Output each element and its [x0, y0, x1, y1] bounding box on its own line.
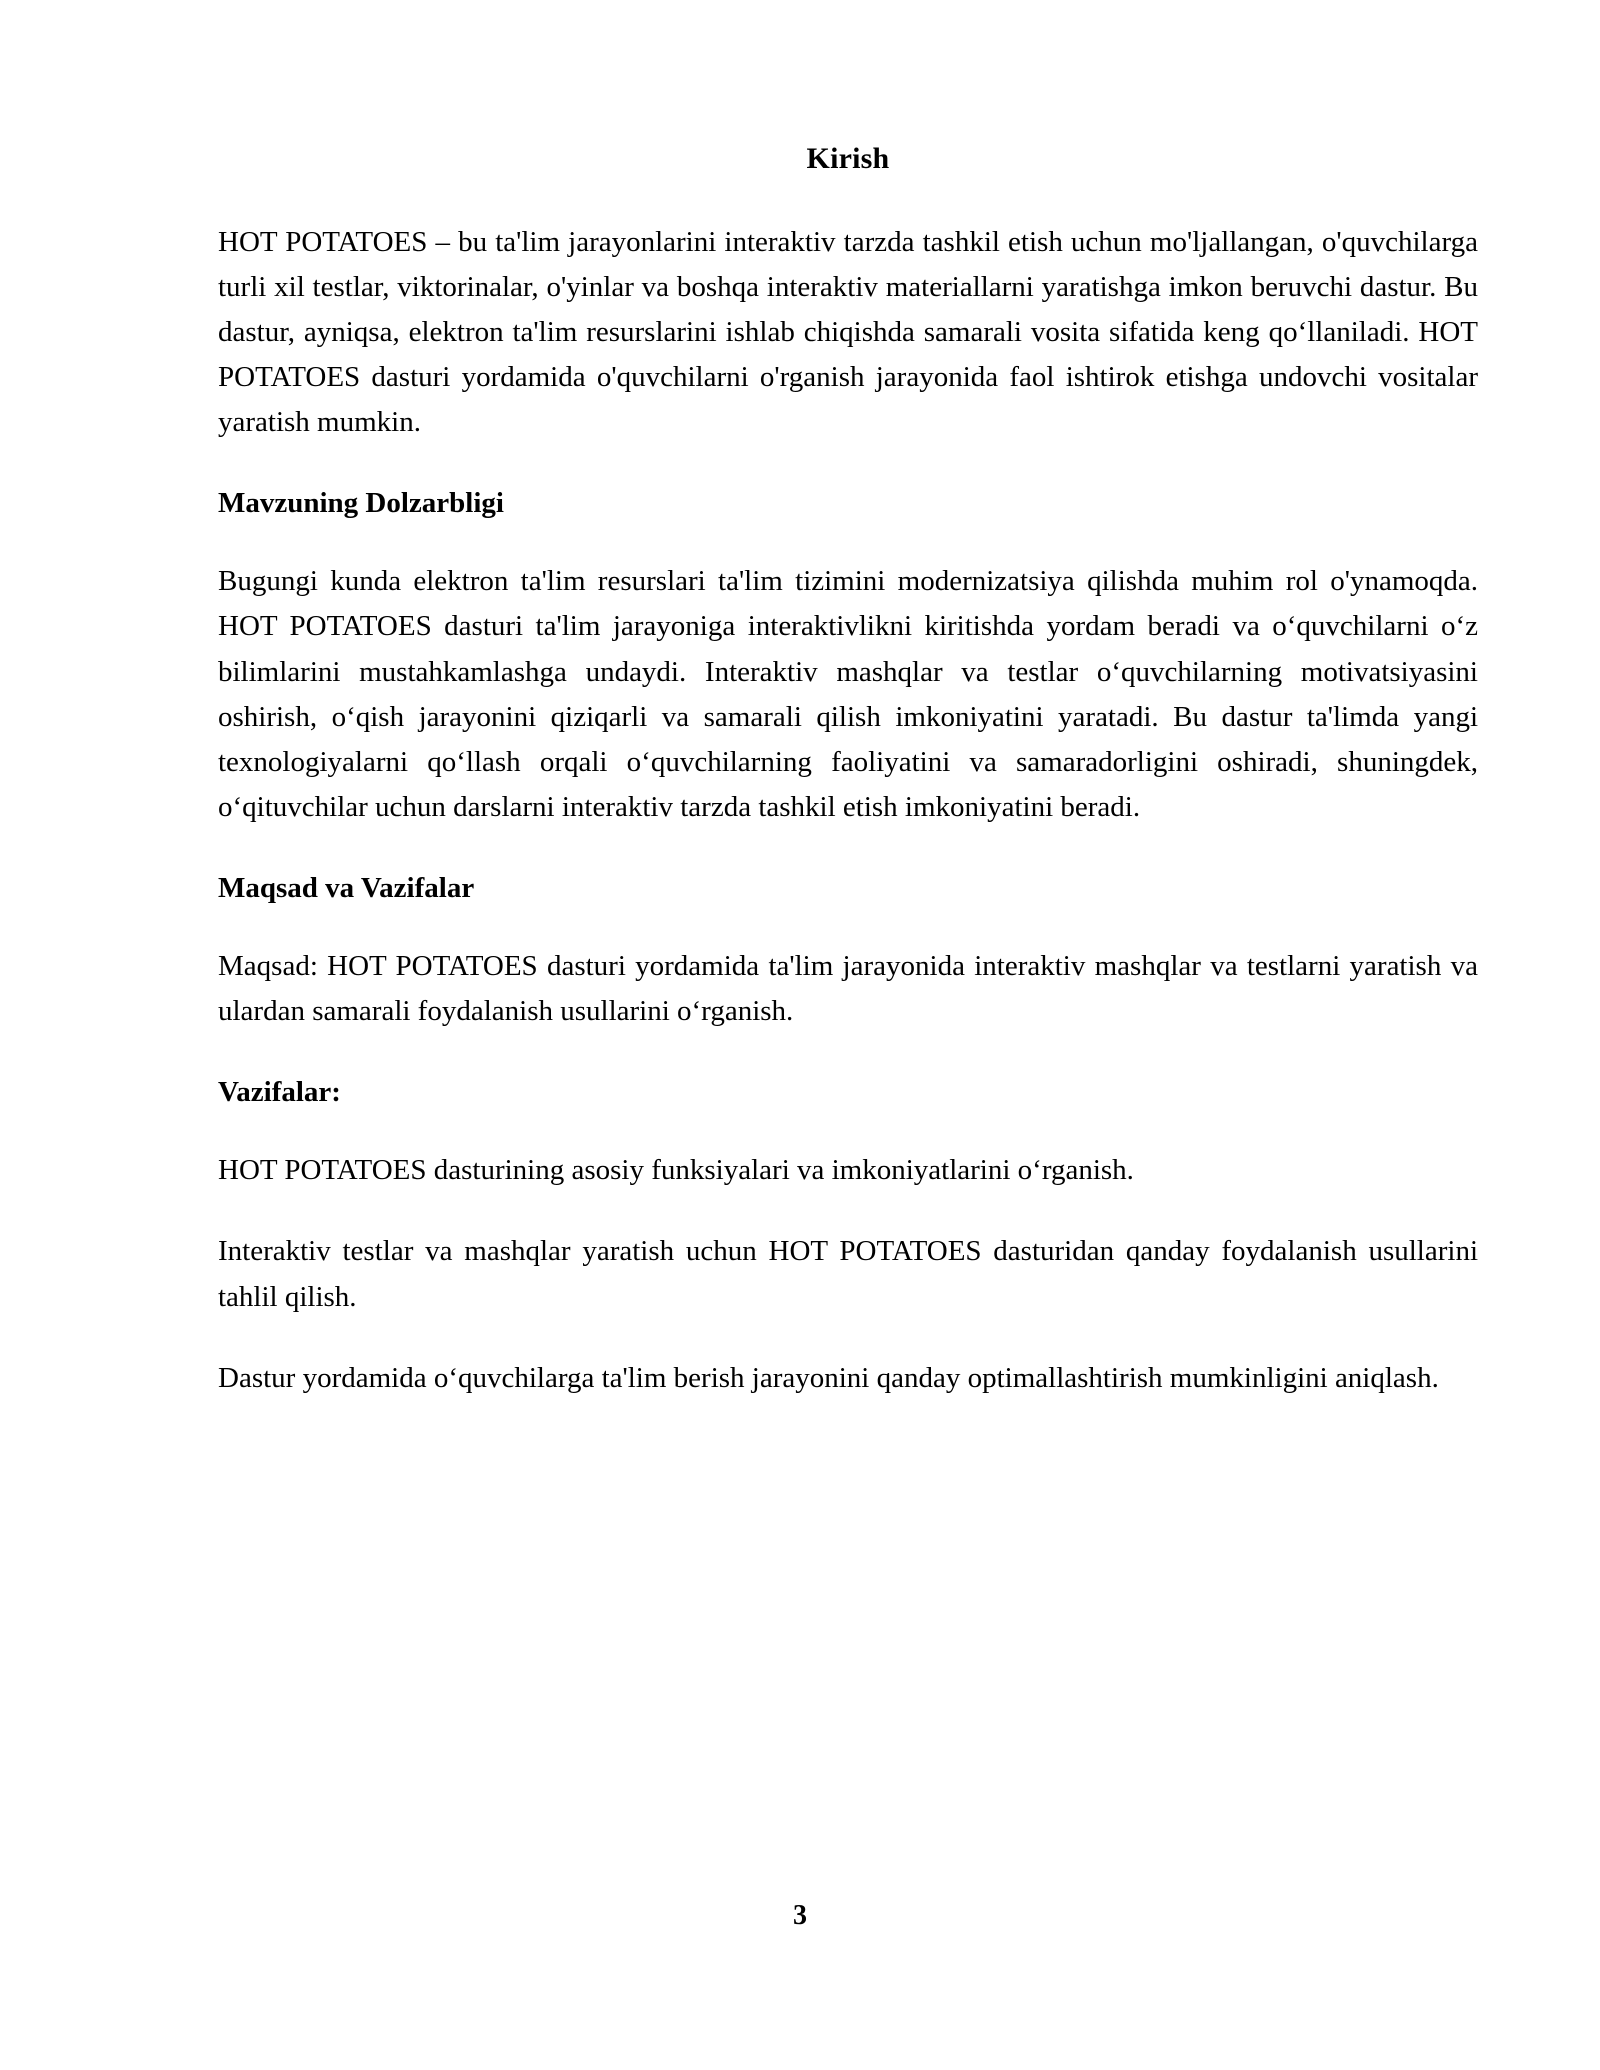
paragraph-vazifa-3: Dastur yordamida o‘quvchilarga ta'lim berish jarayonini qanday optimallashtirish mumkinligini aniqlash.: [218, 1361, 1439, 1394]
paragraph-vazifa-2: Interaktiv testlar va mashqlar yaratish uchun HOT POTATOES dasturidan qanday foydalanish usullarini tahlil qilish.: [218, 1235, 1478, 1313]
paragraph-intro: HOT POTATOES – bu ta'lim jarayonlarini interaktiv tarzda tashkil etish uchun mo'ljallangan, o'quvchilarga turli xil testlar, viktorinalar, o'yinlar va boshqa interaktiv materiallarni yaratishga imkon beruvchi dastur. Bu dastur, ayniqsa, elektron ta'lim resurslarini ishlab chiqishda samarali vosita sifatida keng qo‘llaniladi. HOT POTATOES dasturi yordamida o'quvchilarni o'rganish jarayonida faol ishtirok etishga undovchi vositalar yaratish mumkin.: [218, 225, 1478, 439]
section-heading-mavzuning-dolzarbligi: Mavzuning Dolzarbligi: [218, 486, 504, 519]
section-heading-vazifalar: Vazifalar:: [218, 1075, 341, 1108]
paragraph-dolzarbligi: Bugungi kunda elektron ta'lim resurslari ta'lim tizimini modernizatsiya qilishda muhim rol o'ynamoqda. HOT POTATOES dasturi ta'lim jarayoniga interaktivlikni kiritishda yordam beradi va o‘quvchilarni o‘z bilimlarini mustahkamlashga undaydi. Interaktiv mashqlar va testlar o‘quvchilarning motivatsiyasini oshirish, o‘qish jarayonini qiziqarli va samarali qilish imkoniyatini yaratadi. Bu dastur ta'limda yangi texnologiyalarni qo‘llash orqali o‘quvchilarning faoliyatini va samaradorligini oshiradi, shuningdek, o‘qituvchilar uchun darslarni interaktiv tarzda tashkil etish imkoniyatini beradi.: [218, 565, 1478, 824]
paragraph-maqsad: Maqsad: HOT POTATOES dasturi yordamida ta'lim jarayonida interaktiv mashqlar va testlarni yaratish va ulardan samarali foydalanish usullarini o‘rganish.: [218, 950, 1478, 1028]
section-heading-maqsad-va-vazifalar: Maqsad va Vazifalar: [218, 871, 475, 904]
document-body: [218, 140, 1478, 1401]
page-title: Kirish: [806, 142, 890, 175]
paragraph-vazifa-1: HOT POTATOES dasturining asosiy funksiyalari va imkoniyatlarini o‘rganish.: [218, 1154, 1134, 1187]
page-number: 3: [793, 1900, 807, 1931]
